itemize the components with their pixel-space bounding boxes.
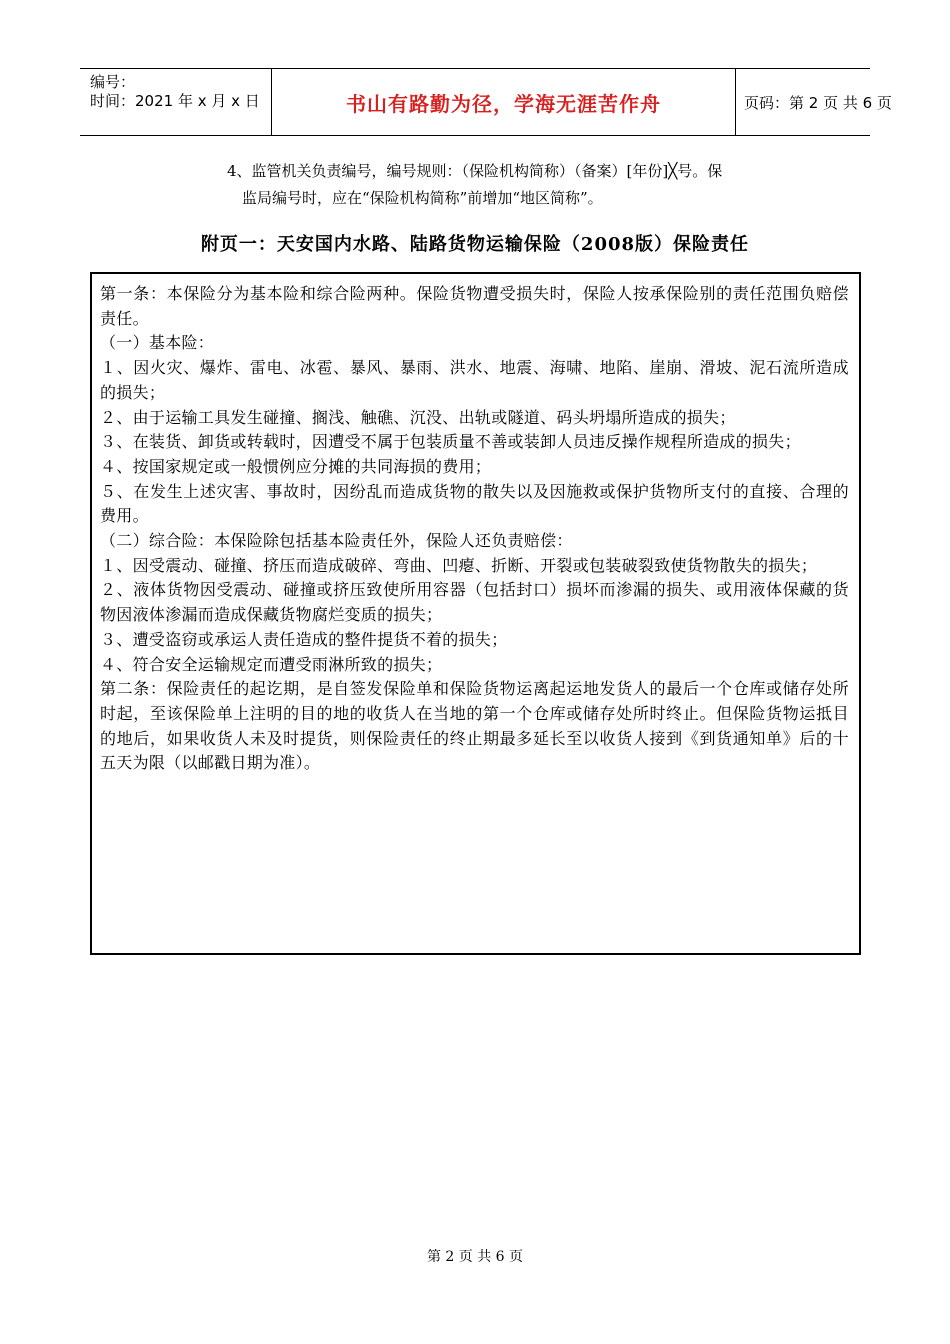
- header-page-info: 页码：第 2 页 共 6 页: [744, 93, 892, 112]
- note-line-2: 监局编号时，应在“保险机构简称”前增加“地区简称”。: [242, 189, 603, 207]
- document-number-label: 编号：: [90, 73, 136, 91]
- clause-basic-item-5: ５、在发生上述灾害、事故时，因纷乱而造成货物的散失以及因施救或保护货物所支付的直接、合理的费用。: [100, 481, 849, 526]
- clause-comprehensive-item-1: １、因受震动、碰撞、挤压而造成破碎、弯曲、凹瘪、折断、开裂或包装破裂致使货物散失的损失；: [100, 555, 818, 575]
- clause-comprehensive-item-3: ３、遭受盗窃或承运人责任造成的整件提货不着的损失；: [100, 629, 508, 649]
- numbering-note: [227, 158, 817, 212]
- header-page-cell: [736, 69, 892, 135]
- clause-comprehensive-item-2: ２、液体货物因受震动、碰撞或挤压致使所用容器（包括封口）损坏而渗漏的损失、或用液体保藏的货物因液体渗漏而造成保藏货物腐烂变质的损失；: [100, 580, 849, 625]
- clause-comprehensive-heading: （二）综合险：本保险除包括基本险责任外，保险人还负责赔偿：: [100, 531, 573, 551]
- header-info-cell: [80, 69, 272, 135]
- document-date: 时间：2021 年 x 月 x 日: [90, 92, 260, 110]
- clause-basic-item-1: １、因火灾、爆炸、雷电、冰雹、暴风、暴雨、洪水、地震、海啸、地陷、崖崩、滑坡、泥石流所造成的损失；: [100, 358, 849, 402]
- clause-article-1: 第一条：本保险分为基本险和综合险两种。保险货物遭受损失时，保险人按承保险别的责任范围负赔偿责任。: [100, 284, 849, 328]
- clause-basic-item-3: ３、在装货、卸货或转载时，因遭受不属于包装质量不善或装卸人员违反操作规程所造成的损失；: [100, 432, 801, 452]
- note-line-1: 4、监管机关负责编号，编号规则：（保险机构简称）（备案）[年份]╳号。保: [227, 162, 723, 180]
- clause-comprehensive-item-4: ４、符合安全运输规定而遭受雨淋所致的损失；: [100, 654, 443, 674]
- header-motto: 书山有路勤为径，学海无涯苦作舟: [346, 91, 661, 116]
- clause-article-2: 第二条：保险责任的起讫期，是自签发保险单和保险货物运离起运地发货人的最后一个仓库或储存处所时起，至该保险单上注明的目的地的收货人在当地的第一个仓库或储存处所时终止。但保险货物运抵目的地后，如果收货人未及时提货，则保险责任的终止期最多延长至以收货人接到《到货通知单》后的十五天为限（以邮戳日期为准）。: [100, 679, 849, 773]
- clause-basic-item-2: ２、由于运输工具发生碰撞、搁浅、触礁、沉没、出轨或隧道、码头坍塌所造成的损失；: [100, 407, 736, 427]
- header-motto-cell: [272, 69, 736, 135]
- page-footer: 第 2 页 共 6 页: [426, 1249, 524, 1265]
- section-title: 附页一：天安国内水路、陆路货物运输保险（2008版）保险责任: [200, 234, 750, 255]
- clause-basic-item-4: ４、按国家规定或一般惯例应分摊的共同海损的费用；: [100, 456, 492, 476]
- clause-basic-heading: （一）基本险：: [100, 333, 215, 353]
- liability-clause-box: [90, 272, 861, 955]
- page-header: [80, 68, 892, 136]
